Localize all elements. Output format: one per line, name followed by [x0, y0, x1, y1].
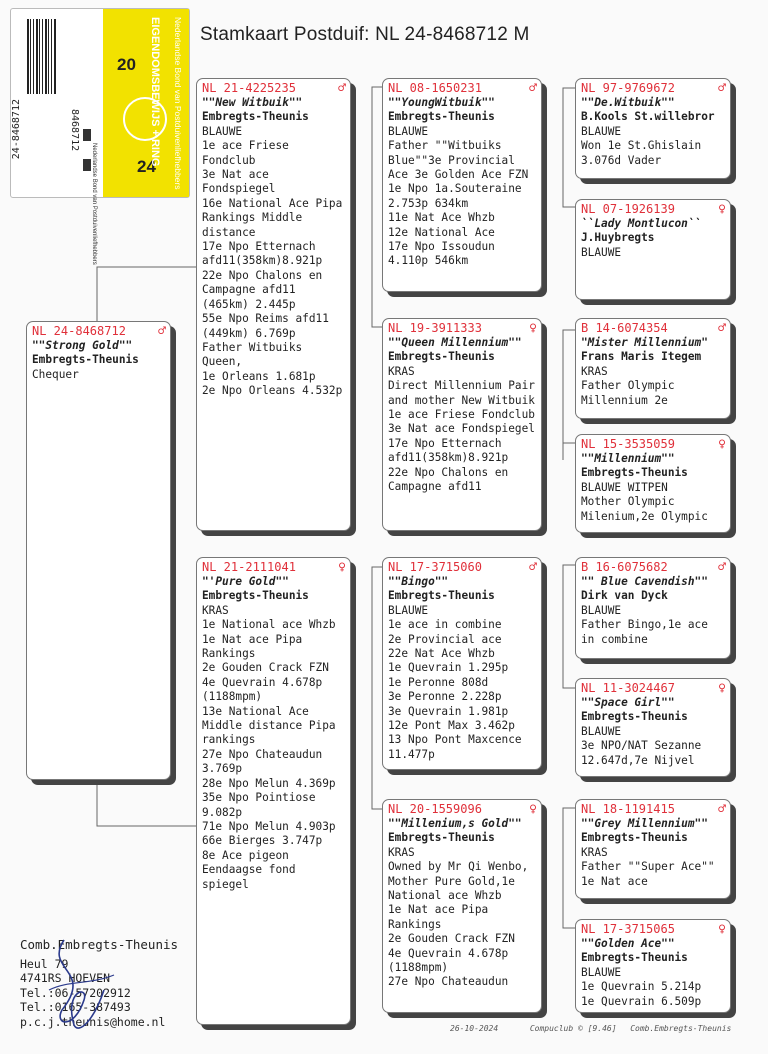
ring-number: NL 21-2111041: [202, 560, 296, 574]
pigeon-name: ""YoungWitbuik"": [388, 96, 495, 109]
pigeon-owner: Frans Maris Itegem: [581, 350, 702, 364]
pigeon-owner: Embregts-Theunis: [388, 589, 495, 603]
pigeon-owner: Embregts-Theunis: [581, 710, 688, 724]
female-icon: ♀: [529, 802, 537, 817]
male-icon: ♂: [718, 560, 726, 575]
print-footer: [450, 1024, 731, 1033]
ring-number: NL 08-1650231: [388, 81, 482, 95]
ring-number: B 16-6075682: [581, 560, 668, 574]
pigeon-card-mmf[interactable]: [575, 799, 731, 899]
female-icon: ♀: [718, 681, 726, 696]
male-icon: ♂: [718, 81, 726, 96]
pigeon-owner: Embregts-Theunis: [202, 110, 309, 124]
ring-number: B 14-6074354: [581, 321, 668, 335]
ring-number: NL 07-1926139: [581, 202, 675, 216]
male-icon: ♂: [158, 324, 166, 339]
male-icon: ♂: [529, 81, 537, 96]
ring-label-number: 8468712: [69, 109, 80, 152]
pigeon-name: ""Queen Millennium"": [388, 336, 522, 349]
ring-number: NL 21-4225235: [202, 81, 296, 95]
pigeon-details: BLAUWE Father Bingo,1e ace in combine: [581, 603, 708, 646]
pigeon-name: ``Lady Montlucon``: [581, 217, 702, 230]
ring-number: NL 15-3535059: [581, 437, 675, 451]
ring-label-org: Nederlandse Bond van Postduivenliefhebbers: [173, 17, 183, 190]
pigeon-details: BLAUWE 3e NPO/NAT Sezanne 12.647d,7e Nijvel: [581, 724, 702, 767]
pigeon-details: KRAS Father Olympic Millennium 2e: [581, 364, 675, 407]
pigeon-owner: Embregts-Theunis: [202, 589, 309, 603]
female-icon: ♀: [718, 202, 726, 217]
pigeon-name: ""Strong Gold"": [32, 339, 133, 352]
pigeon-name: "Mister Millennium": [581, 336, 708, 349]
pigeon-card-mother-father[interactable]: [382, 557, 542, 770]
pigeon-owner: B.Kools St.willebror: [581, 110, 715, 124]
ring-number: NL 17-3715065: [581, 922, 675, 936]
print-date: 26-10-2024: [450, 1024, 499, 1033]
pigeon-card-mmm[interactable]: [575, 919, 731, 1013]
pigeon-details: BLAUWE Father ""Witbuiks Blue""3e Provincial Ace 3e Golden Ace FZN 1e Npo 1a.Souteraine 2.753p 634km 11e Nat Ace Whzb 12e National Ace 17e Npo Issoudun 4.110p 546km: [388, 124, 529, 268]
breeder-tel1: Tel.:06-57202912: [20, 985, 131, 1000]
pigeon-name: ""De.Witbuik"": [581, 96, 675, 109]
pigeon-details: KRAS 1e National ace Whzb 1e Nat ace Pipa Rankings 2e Gouden Crack FZN 4e Quevrain 4.678p (1188mpm) 13e National Ace Middle distance Pipa rankings 27e Npo Chateaudun 3.769p 28e Npo Melun 4.369p 35e Npo Pointiose 9.082p 71e Npo Melun 4.903p 66e Bierges 3.747p 8e Ace pigeon Eendaagse fond spiegel: [202, 603, 336, 891]
pigeon-name: ""New Witbuik"": [202, 96, 303, 109]
pigeon-details: BLAUWE: [581, 245, 622, 259]
breeder-street: Heul 79: [20, 956, 69, 971]
pigeon-card-father-mother[interactable]: [382, 318, 542, 531]
pigeon-card-father-father[interactable]: [382, 78, 542, 292]
pigeon-card-fmf[interactable]: [575, 318, 731, 419]
ring-label-sticker: [10, 8, 190, 265]
pigeon-details: BLAUWE 1e Quevrain 5.214p 1e Quevrain 6.509p: [581, 965, 702, 1008]
ring-label-title: EIGENDOMSBEWIJS + RING: [149, 17, 161, 167]
ring-number: NL 11-3024467: [581, 681, 675, 695]
pigeon-name: "" Blue Cavendish"": [581, 575, 708, 588]
pigeon-details: BLAUWE 1e ace in combine 2e Provincial ace 22e Nat Ace Whzb 1e Quevrain 1.295p 1e Peronne 808d 3e Peronne 2.228p 3e Quevrain 1.981p 12e Pont Max 3.462p 13 Npo Pont Maxcence 11.477p: [388, 603, 522, 761]
pigeon-card-father[interactable]: [196, 78, 351, 531]
pigeon-owner: Embregts-Theunis: [388, 831, 495, 845]
pigeon-card-fff[interactable]: [575, 78, 731, 179]
ring-label-id: 24-8468712: [11, 99, 22, 160]
ring-number: NL 18-1191415: [581, 802, 675, 816]
pigeon-name: "'Pure Gold"": [202, 575, 289, 588]
pigeon-card-fmm[interactable]: [575, 434, 731, 533]
pigeon-card-mff[interactable]: [575, 557, 731, 659]
ring-number: NL 19-3911333: [388, 321, 482, 335]
barcode-icon: [27, 19, 57, 94]
ring-label-logo-1: Nederlandse Bond van Postduivenliefhebbers: [91, 143, 97, 265]
female-icon: ♀: [718, 437, 726, 452]
nbvp-logo-icon: [83, 129, 91, 141]
breeder-email: p.c.j.theunis@home.nl: [20, 1014, 166, 1029]
pigeon-name: ""Golden Ace"": [581, 937, 675, 950]
pigeon-owner: Dirk van Dyck: [581, 589, 668, 603]
breeder-city: 4741RS HOEVEN: [20, 971, 111, 986]
pigeon-name: ""Grey Millennium"": [581, 817, 708, 830]
pigeon-owner: Embregts-Theunis: [388, 350, 495, 364]
ring-number: NL 24-8468712: [32, 324, 126, 338]
pigeon-name: ""Bingo"": [388, 575, 449, 588]
pigeon-details: BLAUWE WITPEN Mother Olympic Milenium,2e Olympic: [581, 480, 708, 523]
ring-label-country: NL: [69, 33, 80, 46]
pigeon-details: BLAUWE 1e ace Friese Fondclub 3e Nat ace Fondspiegel 16e National Ace Pipa Rankings Middle distance 17e Npo Etternach afd11(358km)8.921p 22e Npo Chalons en Campagne afd11 (465km) 2.445p 55e Npo Reims afd11 (449km) 6.769p Father Witbuiks Queen, 1e Orleans 1.681p 2e Npo Orleans 4.532p: [202, 124, 343, 398]
pigeon-owner: Embregts-Theunis: [581, 831, 688, 845]
pigeon-details: KRAS Direct Millennium Pair and mother New Witbuik 1e ace Friese Fondclub 3e Nat ace Fondspiegel 17e Npo Etternach afd11(358km)8.921p 22e Npo Chalons en Campagne afd11: [388, 364, 535, 494]
female-icon: ♀: [529, 321, 537, 336]
pigeon-details: BLAUWE Won 1e St.Ghislain 3.076d Vader: [581, 124, 702, 167]
pigeon-details: KRAS Owned by Mr Qi Wenbo, Mother Pure Gold,1e National ace Whzb 1e Nat ace Pipa Rankings 2e Gouden Crack FZN 4e Quevrain 4.678p (1188mpm) 27e Npo Chateaudun: [388, 845, 529, 989]
pigeon-owner: Embregts-Theunis: [581, 951, 688, 965]
ring-number: NL 97-9769672: [581, 81, 675, 95]
pigeon-owner: Embregts-Theunis: [32, 353, 139, 367]
pigeon-name: ""Space Girl"": [581, 696, 675, 709]
breeder-tel2: Tel.:0165-387493: [20, 1000, 131, 1015]
male-icon: ♂: [529, 560, 537, 575]
female-icon: ♀: [718, 922, 726, 937]
pigeon-card-ffm[interactable]: [575, 199, 731, 300]
pigeon-card-mother[interactable]: [196, 557, 351, 1025]
pigeon-card-mother-mother[interactable]: [382, 799, 542, 1013]
male-icon: ♂: [718, 321, 726, 336]
signature-icon: [34, 930, 124, 1040]
pigeon-name: ""Millenium,s Gold"": [388, 817, 522, 830]
pigeon-owner: J.Huybregts: [581, 231, 655, 245]
software-credit: Compuclub © [9.46]: [529, 1024, 617, 1033]
female-icon: ♀: [338, 560, 346, 575]
breeder-name: Comb.Embregts-Theunis: [20, 937, 179, 952]
registration-logo-icon: [83, 159, 91, 171]
pigeon-card-main[interactable]: [26, 321, 171, 780]
pigeon-owner: Embregts-Theunis: [388, 110, 495, 124]
pigeon-details: KRAS Father ""Super Ace"" 1e Nat ace: [581, 845, 715, 888]
ring-label-year-bottom: 24: [137, 157, 156, 176]
ring-number: NL 17-3715060: [388, 560, 482, 574]
page-title: Stamkaart Postduif: NL 24-8468712 M: [200, 24, 530, 45]
male-icon: ♂: [338, 81, 346, 96]
ring-label-year-top: 20: [117, 55, 136, 74]
male-icon: ♂: [718, 802, 726, 817]
ring-number: NL 20-1559096: [388, 802, 482, 816]
pigeon-details: Chequer: [32, 367, 79, 381]
print-owner: Comb.Embregts-Theunis: [630, 1024, 732, 1033]
pigeon-card-mfm[interactable]: [575, 678, 731, 777]
pigeon-name: ""Millennium"": [581, 452, 675, 465]
pigeon-owner: Embregts-Theunis: [581, 466, 688, 480]
ring-label-yellow-panel: [103, 9, 189, 197]
